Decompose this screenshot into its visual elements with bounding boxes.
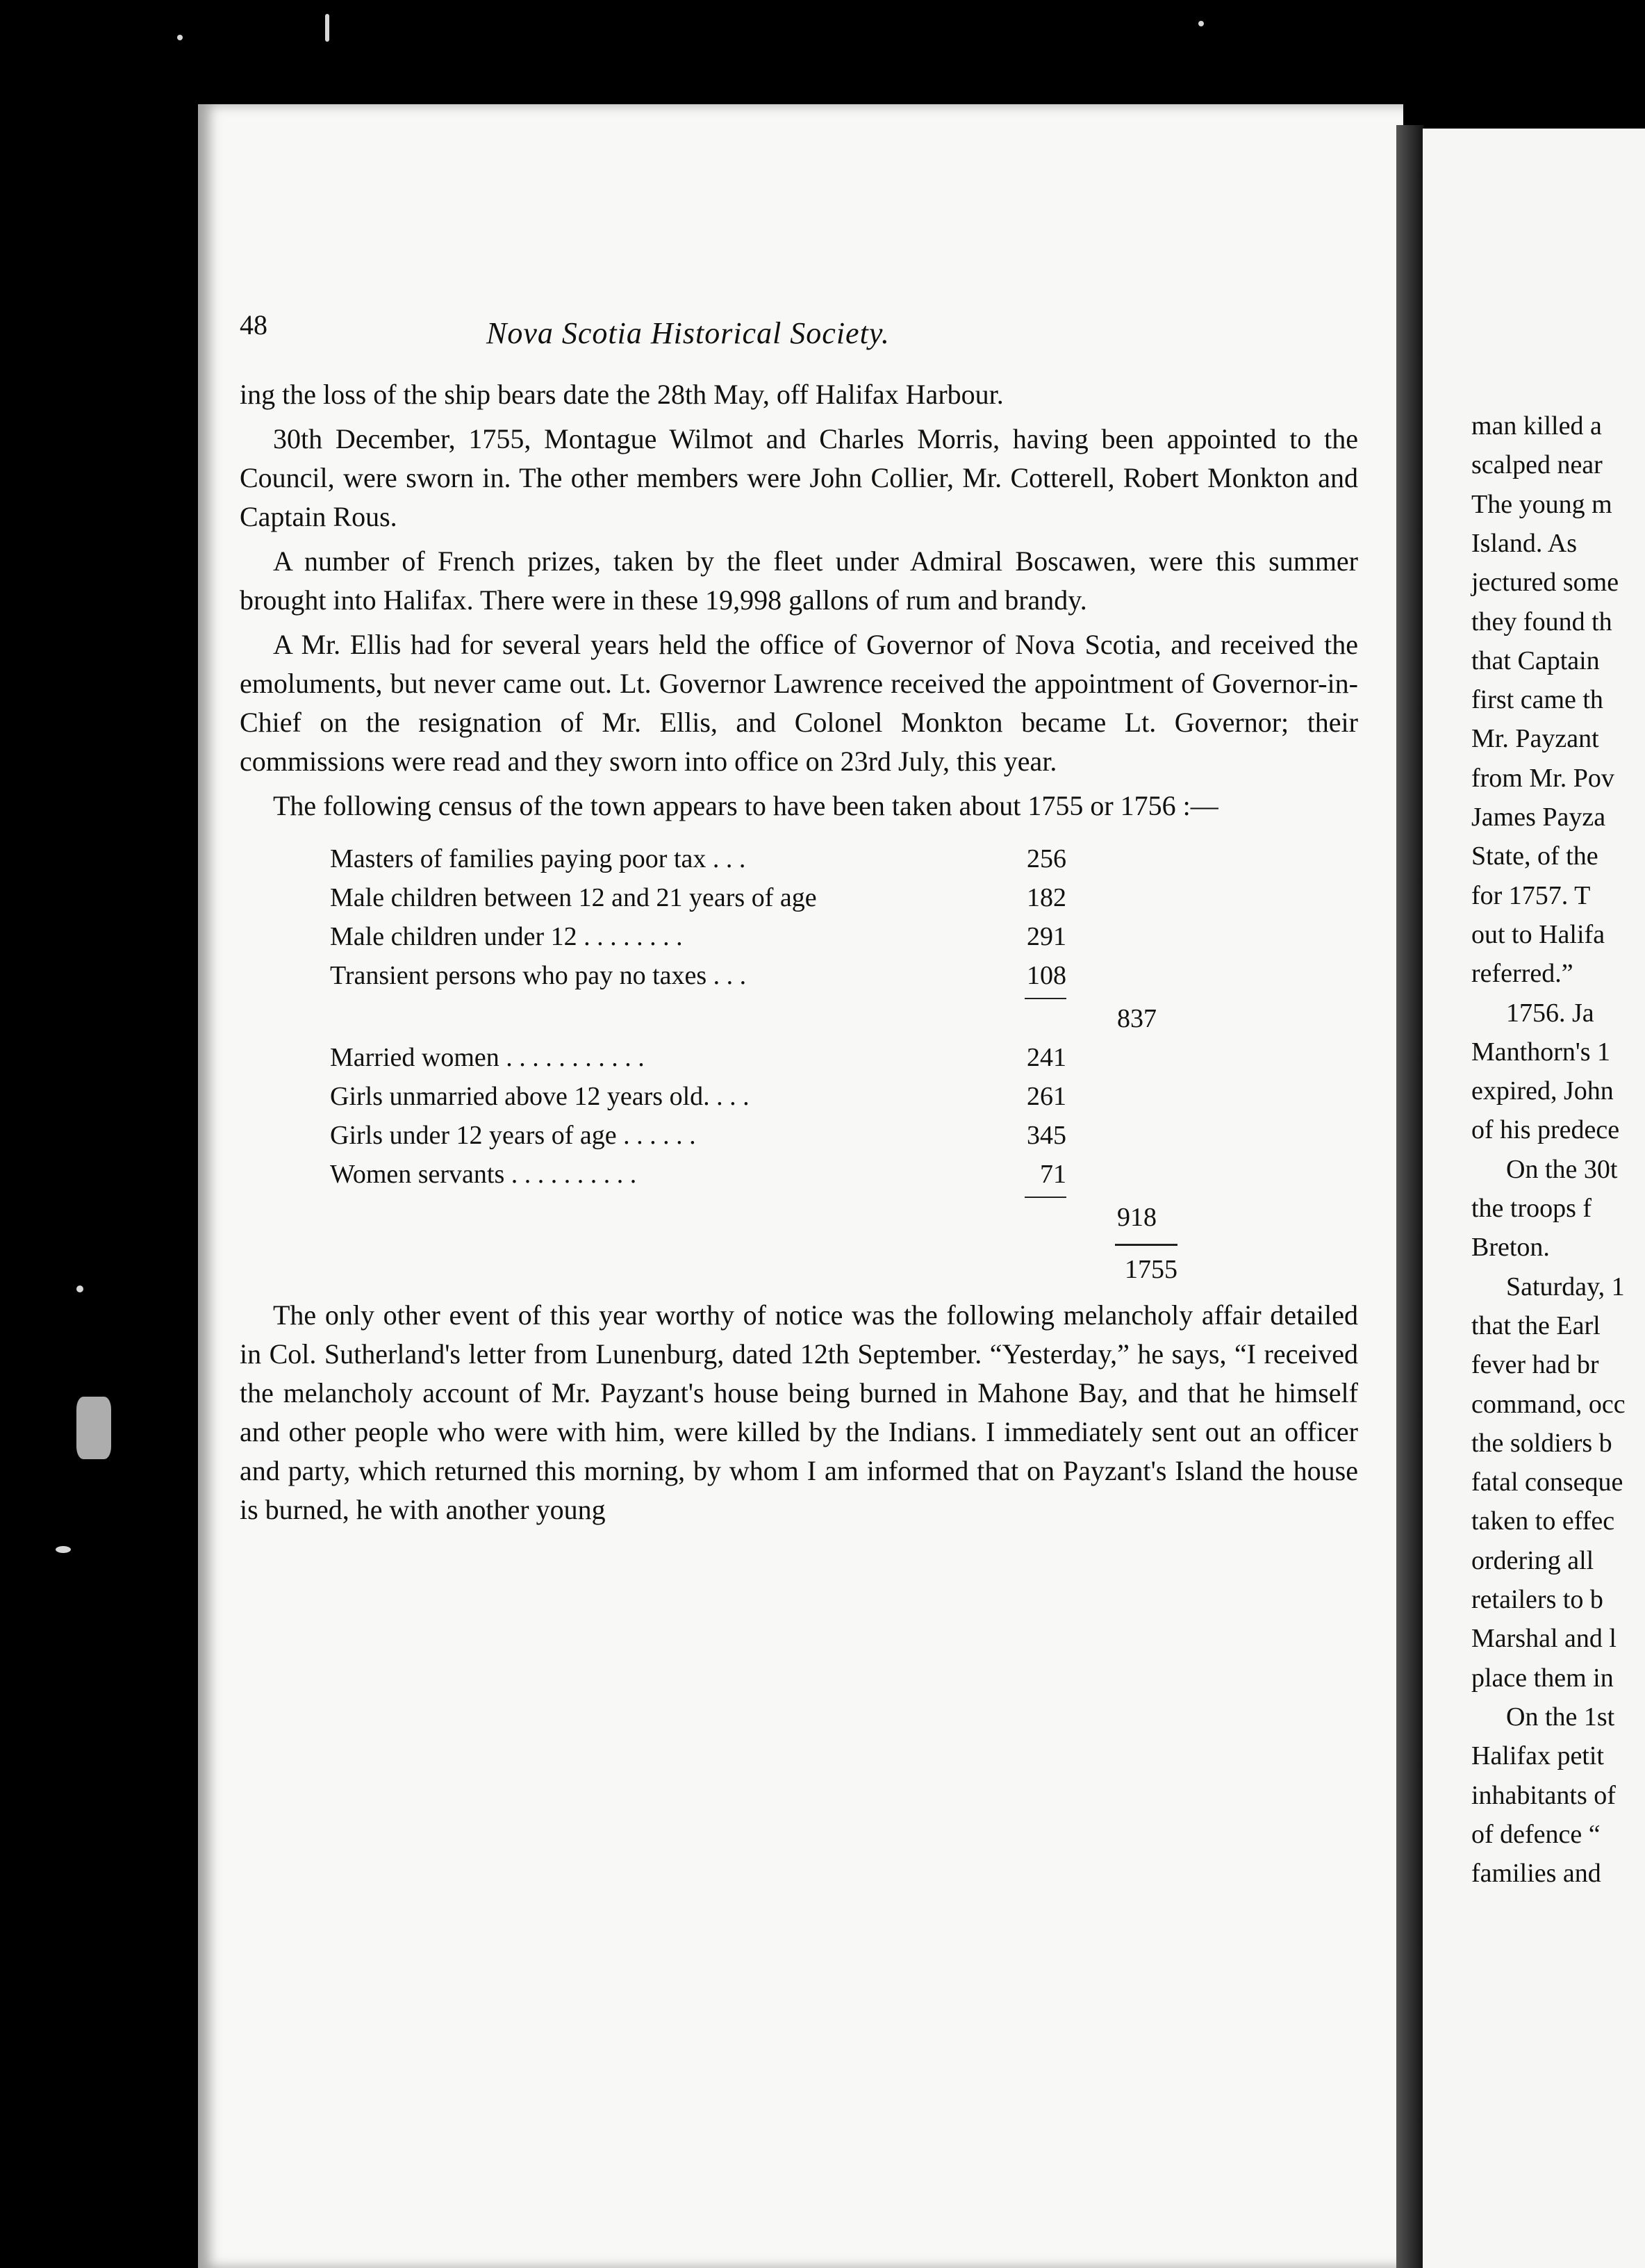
census-label: Girls unmarried above 12 years old. . . . <box>330 1082 750 1111</box>
census-value: 182 <box>1027 883 1066 912</box>
right-page-line: Manthorn's 1 <box>1471 1037 1611 1067</box>
right-page-line: that Captain <box>1471 646 1600 675</box>
right-page-line: Saturday, 1 <box>1506 1272 1625 1301</box>
census-label: Women servants . . . . . . . . . . <box>330 1160 637 1189</box>
right-page-line: Mr. Payzant <box>1471 724 1599 754</box>
page-content <box>240 306 1358 1535</box>
right-page-line: expired, John <box>1471 1076 1614 1106</box>
census-row <box>330 1077 1066 1116</box>
right-page-line: On the 1st <box>1506 1702 1615 1732</box>
census-row <box>330 839 1066 878</box>
scan-speck <box>76 1285 83 1292</box>
right-page-line: out to Halifa <box>1471 919 1605 949</box>
right-page-line: fatal conseque <box>1471 1468 1623 1497</box>
running-head <box>240 306 1358 361</box>
right-page-line: ordering all <box>1471 1545 1594 1575</box>
census-value: 108 <box>1027 961 1066 990</box>
right-page-line: of defence “ <box>1471 1819 1601 1849</box>
page-number: 48 <box>240 309 267 340</box>
census-value: 71 <box>1040 1160 1066 1189</box>
paragraph: 30th December, 1755, Montague Wilmot and Charles Morris, having been appointed to the Council, were sworn in. The other members were John Collier, Mr. Cotterell, Robert Monkton and Captain Rous. <box>240 423 1358 532</box>
census-row <box>330 1038 1066 1077</box>
census-subtotal: 918 <box>1117 1203 1157 1232</box>
journal-title: Nova Scotia Historical Society. <box>486 316 890 350</box>
right-page-line: from Mr. Pov <box>1471 763 1614 793</box>
census-label: Married women . . . . . . . . . . . <box>330 1043 645 1072</box>
right-page-line: command, occ <box>1471 1389 1626 1419</box>
right-page-line: man killed a <box>1471 411 1602 441</box>
total-rule <box>1115 1244 1177 1246</box>
right-page-line: The young m <box>1471 489 1612 519</box>
right-page-line: 1756. Ja <box>1506 998 1594 1028</box>
sum-rule <box>1025 1197 1066 1198</box>
census-row <box>330 917 1066 956</box>
paragraph: The following census of the town appears to have been taken about 1755 or 1756 :— <box>273 790 1218 821</box>
paragraph: A Mr. Ellis had for several years held the office of Governor of Nova Scotia, and received the emoluments, but never came out. Lt. Governor Lawrence received the appointment of Governor-in-Chief on the resignation of Mr. Ellis, and Colonel Monkton became Lt. Governor; their commissions were read and they sworn into office on 23rd July, this year. <box>240 629 1358 777</box>
census-label: Girls under 12 years of age . . . . . . <box>330 1121 696 1150</box>
census-value: 256 <box>1027 844 1066 873</box>
census-value: 241 <box>1027 1043 1066 1072</box>
census-table <box>330 839 1177 1289</box>
paragraph: ing the loss of the ship bears date the 28th May, off Halifax Harbour. <box>240 379 1004 410</box>
census-total: 1755 <box>1125 1255 1177 1284</box>
scan-speck <box>56 1546 71 1553</box>
right-page-line: they found th <box>1471 607 1612 636</box>
right-page-line: referred.” <box>1471 959 1573 989</box>
right-page-line: Halifax petit <box>1471 1741 1604 1771</box>
sum-rule <box>1025 998 1066 999</box>
right-page-line: Marshal and l <box>1471 1624 1617 1654</box>
census-row <box>330 1116 1066 1155</box>
right-page-line: the troops f <box>1471 1194 1592 1223</box>
census-label: Masters of families paying poor tax . . . <box>330 844 746 873</box>
census-value: 291 <box>1027 922 1066 951</box>
census-label: Male children between 12 and 21 years of age <box>330 883 817 912</box>
census-value: 345 <box>1027 1121 1066 1150</box>
right-page-line: the soldiers b <box>1471 1428 1612 1458</box>
census-row <box>330 1155 1066 1194</box>
right-page-line: inhabitants of <box>1471 1780 1616 1810</box>
paragraph: The only other event of this year worthy of notice was the following melancholy affair detailed in Col. Sutherland's letter from Lunenburg, dated 12th September. “Yesterday,” he says, “I received the melancholy account of Mr. Payzant's house being burned in Mahone Bay, and that he himself and other people who were with him, were killed by the Indians. I immediately sent out an officer and party, which returned this morning, by whom I am informed that on Payzant's Island the house is burned, he with another young <box>240 1299 1358 1525</box>
census-value: 261 <box>1027 1082 1066 1111</box>
paragraph: A number of French prizes, taken by the fleet under Admiral Boscawen, were this summer brought into Halifax. There were in these 19,998 gallons of rum and brandy. <box>240 545 1358 616</box>
right-page-line: retailers to b <box>1471 1585 1603 1614</box>
book-gutter <box>1396 125 1424 2268</box>
scan-speck <box>325 14 329 42</box>
right-page-line: that the Earl <box>1471 1310 1601 1340</box>
right-book-page <box>1423 129 1645 2268</box>
scan-speck <box>76 1397 111 1459</box>
right-page-line: State, of the <box>1471 841 1598 871</box>
right-page-line: taken to effec <box>1471 1506 1615 1536</box>
right-page-line: Island. As <box>1471 528 1577 558</box>
scan-speck <box>1198 21 1204 26</box>
right-page-line: On the 30t <box>1506 1154 1618 1184</box>
scan-speck <box>177 35 183 40</box>
right-page-line: fever had br <box>1471 1350 1599 1380</box>
right-page-line: first came th <box>1471 685 1603 715</box>
census-row <box>330 878 1066 917</box>
right-page-line: families and <box>1471 1859 1601 1889</box>
right-page-line: James Payza <box>1471 803 1606 832</box>
right-page-line: of his predece <box>1471 1115 1620 1145</box>
right-page-line: for 1757. T <box>1471 880 1591 910</box>
census-label: Male children under 12 . . . . . . . . <box>330 922 683 951</box>
census-subtotal: 837 <box>1117 1004 1157 1033</box>
right-page-line: jectured some <box>1471 568 1619 598</box>
right-page-line: Breton. <box>1471 1233 1550 1263</box>
census-label: Transient persons who pay no taxes . . . <box>330 961 747 990</box>
right-page-line: scalped near <box>1471 450 1603 480</box>
right-page-line: place them in <box>1471 1663 1614 1693</box>
census-row <box>330 956 1066 995</box>
